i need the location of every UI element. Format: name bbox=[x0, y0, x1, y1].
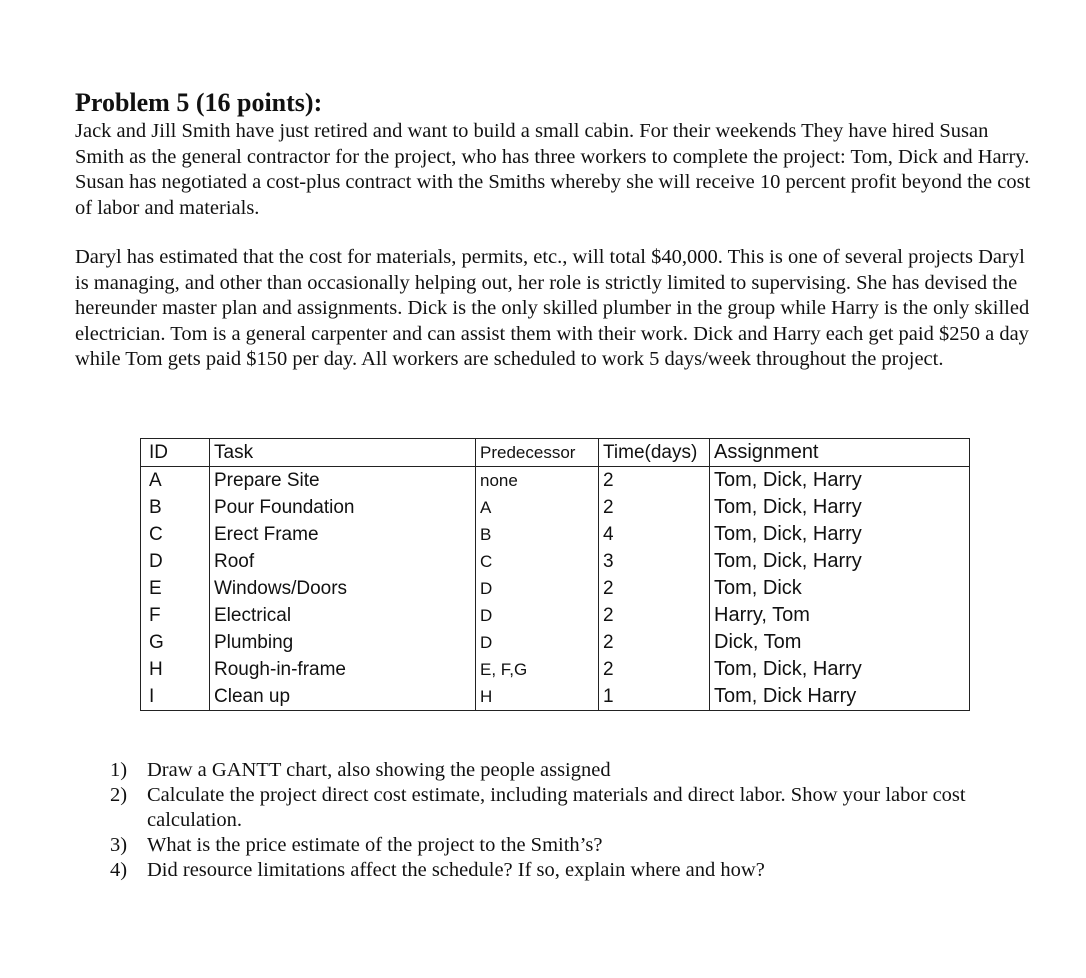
cell-predecessor: D bbox=[476, 575, 599, 602]
table-row bbox=[141, 656, 970, 683]
question-item bbox=[105, 833, 1005, 858]
header-predecessor: Predecessor bbox=[476, 439, 599, 467]
cell-id: C bbox=[141, 521, 210, 548]
cell-predecessor: B bbox=[476, 521, 599, 548]
cell-task: Pour Foundation bbox=[210, 494, 476, 521]
cell-task: Windows/Doors bbox=[210, 575, 476, 602]
cell-task: Plumbing bbox=[210, 629, 476, 656]
question-text: Calculate the project direct cost estimate, including materials and direct labor. Show your labor cost calculation. bbox=[147, 784, 966, 831]
cell-assignment: Harry, Tom bbox=[710, 602, 970, 629]
table-row bbox=[141, 683, 970, 711]
question-item bbox=[105, 783, 1005, 833]
cell-assignment: Dick, Tom bbox=[710, 629, 970, 656]
cell-time: 2 bbox=[599, 575, 710, 602]
cell-time: 1 bbox=[599, 683, 710, 711]
cell-predecessor: D bbox=[476, 602, 599, 629]
cell-task: Clean up bbox=[210, 683, 476, 711]
question-item bbox=[105, 858, 1005, 883]
cell-id: I bbox=[141, 683, 210, 711]
cell-predecessor: E, F,G bbox=[476, 656, 599, 683]
table-row bbox=[141, 602, 970, 629]
table-row bbox=[141, 521, 970, 548]
cell-id: F bbox=[141, 602, 210, 629]
cell-predecessor: C bbox=[476, 548, 599, 575]
header-assignment: Assignment bbox=[710, 439, 970, 467]
problem-title: Problem 5 (16 points): bbox=[75, 88, 323, 117]
cell-time: 2 bbox=[599, 494, 710, 521]
cell-task: Roof bbox=[210, 548, 476, 575]
question-list bbox=[105, 758, 1005, 883]
cell-task: Rough-in-frame bbox=[210, 656, 476, 683]
table-row bbox=[141, 467, 970, 495]
cell-assignment: Tom, Dick, Harry bbox=[710, 467, 970, 495]
question-number: 3) bbox=[110, 834, 128, 856]
question-number: 2) bbox=[110, 784, 128, 806]
cell-id: B bbox=[141, 494, 210, 521]
question-item bbox=[105, 758, 1005, 783]
cell-assignment: Tom, Dick Harry bbox=[710, 683, 970, 711]
cell-predecessor: A bbox=[476, 494, 599, 521]
question-number: 1) bbox=[110, 759, 128, 781]
question-text: Draw a GANTT chart, also showing the people assigned bbox=[147, 759, 611, 781]
question-text: Did resource limitations affect the schedule? If so, explain where and how? bbox=[147, 859, 765, 881]
task-table bbox=[140, 438, 970, 711]
cell-assignment: Tom, Dick, Harry bbox=[710, 521, 970, 548]
cell-assignment: Tom, Dick, Harry bbox=[710, 494, 970, 521]
cell-time: 2 bbox=[599, 629, 710, 656]
cell-id: G bbox=[141, 629, 210, 656]
cell-time: 3 bbox=[599, 548, 710, 575]
cell-id: A bbox=[141, 467, 210, 495]
table-row bbox=[141, 548, 970, 575]
cell-predecessor: D bbox=[476, 629, 599, 656]
cell-time: 4 bbox=[599, 521, 710, 548]
header-id: ID bbox=[141, 439, 210, 467]
table-row bbox=[141, 575, 970, 602]
header-task: Task bbox=[210, 439, 476, 467]
cell-task: Prepare Site bbox=[210, 467, 476, 495]
cell-assignment: Tom, Dick, Harry bbox=[710, 548, 970, 575]
cell-time: 2 bbox=[599, 656, 710, 683]
table-row bbox=[141, 629, 970, 656]
table-header-row bbox=[141, 439, 970, 467]
cell-predecessor: H bbox=[476, 683, 599, 711]
cell-task: Erect Frame bbox=[210, 521, 476, 548]
cell-time: 2 bbox=[599, 467, 710, 495]
cell-id: E bbox=[141, 575, 210, 602]
cell-time: 2 bbox=[599, 602, 710, 629]
question-number: 4) bbox=[110, 859, 128, 881]
header-time: Time(days) bbox=[599, 439, 710, 467]
cell-id: D bbox=[141, 548, 210, 575]
cell-assignment: Tom, Dick, Harry bbox=[710, 656, 970, 683]
details-paragraph: Daryl has estimated that the cost for materials, permits, etc., will total $40,000. This is one of several projects Daryl is managing, and other than occasionally helping out, her role is strictly limited to supervising. She has devised the hereunder master plan and assignments. Dick is the only skilled plumber in the group while Harry is the only skilled electrician. Tom is a general carpenter and can assist them with their work. Dick and Harry each get paid $250 a day while Tom gets paid $150 per day. All workers are scheduled to work 5 days/week throughout the project. bbox=[75, 246, 1030, 370]
intro-paragraph: Jack and Jill Smith have just retired and want to build a small cabin. For their weekends They have hired Susan Smith as the general contractor for the project, who has three workers to complete the project: Tom, Dick and Harry. Susan has negotiated a cost-plus contract with the Smiths whereby she will receive 10 percent profit beyond the cost of labor and materials. bbox=[75, 120, 1031, 219]
cell-assignment: Tom, Dick bbox=[710, 575, 970, 602]
cell-id: H bbox=[141, 656, 210, 683]
table-row bbox=[141, 494, 970, 521]
question-text: What is the price estimate of the project to the Smith’s? bbox=[147, 834, 603, 856]
cell-task: Electrical bbox=[210, 602, 476, 629]
cell-predecessor: none bbox=[476, 467, 599, 495]
